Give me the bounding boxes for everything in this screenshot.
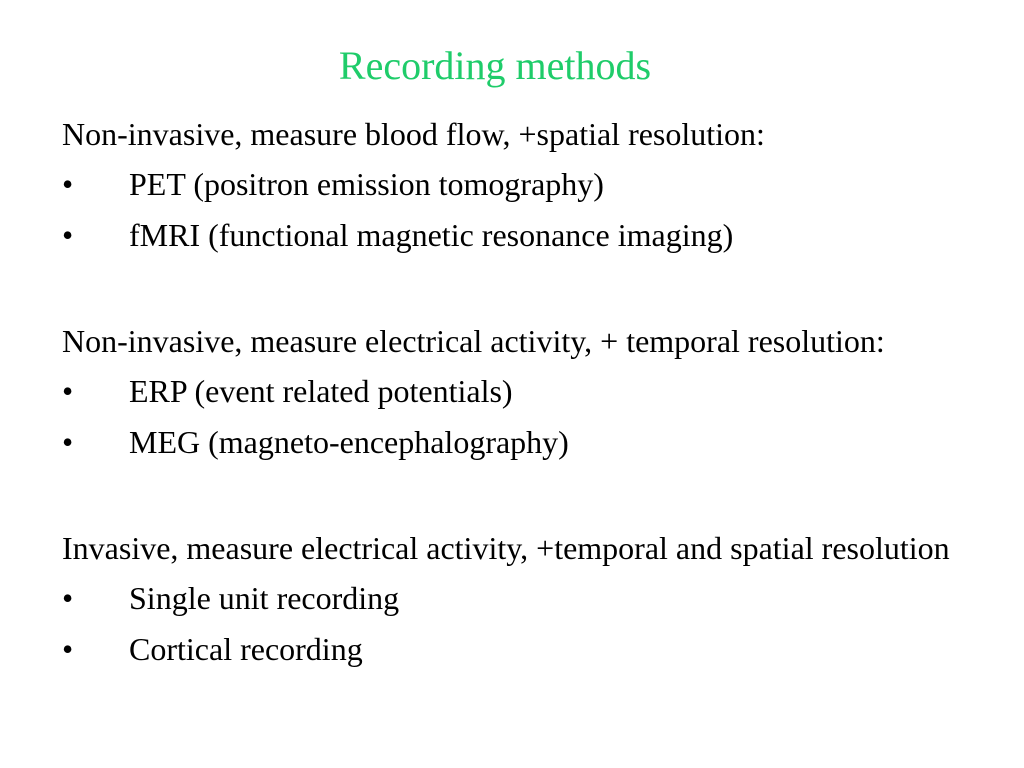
list-item-text: PET (positron emission tomography): [129, 166, 604, 202]
method-group-electrical-noninvasive: [62, 315, 1012, 468]
spacer: [62, 261, 1012, 315]
bullet-list: [62, 366, 1012, 468]
bullet-list: [62, 573, 1012, 675]
group-heading: Invasive, measure electrical activity, +temporal and spatial resolution: [62, 530, 950, 566]
bullet-icon: •: [62, 424, 74, 460]
list-item: [62, 210, 1012, 261]
bullet-list: [62, 159, 1012, 261]
group-heading: Non-invasive, measure blood flow, +spatial resolution:: [62, 116, 765, 152]
list-item-text: MEG (magneto-encephalography): [129, 424, 569, 460]
bullet-icon: •: [62, 373, 74, 409]
method-group-invasive: [62, 522, 1012, 675]
spacer: [62, 468, 1012, 522]
method-group-blood-flow: [62, 108, 1012, 261]
list-item-text: ERP (event related potentials): [129, 373, 513, 409]
slide-title: Recording methods: [338, 43, 652, 88]
list-item: [62, 417, 1012, 468]
bullet-icon: •: [62, 631, 74, 667]
bullet-icon: •: [62, 217, 74, 253]
list-item-text: fMRI (functional magnetic resonance imaging): [129, 217, 734, 253]
bullet-icon: •: [62, 166, 74, 202]
slide-body: [62, 108, 1012, 675]
list-item: [62, 573, 1012, 624]
list-item: [62, 159, 1012, 210]
list-item: [62, 366, 1012, 417]
group-heading: Non-invasive, measure electrical activity, + temporal resolution:: [62, 323, 885, 359]
list-item: [62, 624, 1012, 675]
bullet-icon: •: [62, 580, 74, 616]
list-item-text: Single unit recording: [129, 580, 400, 616]
list-item-text: Cortical recording: [129, 631, 363, 667]
